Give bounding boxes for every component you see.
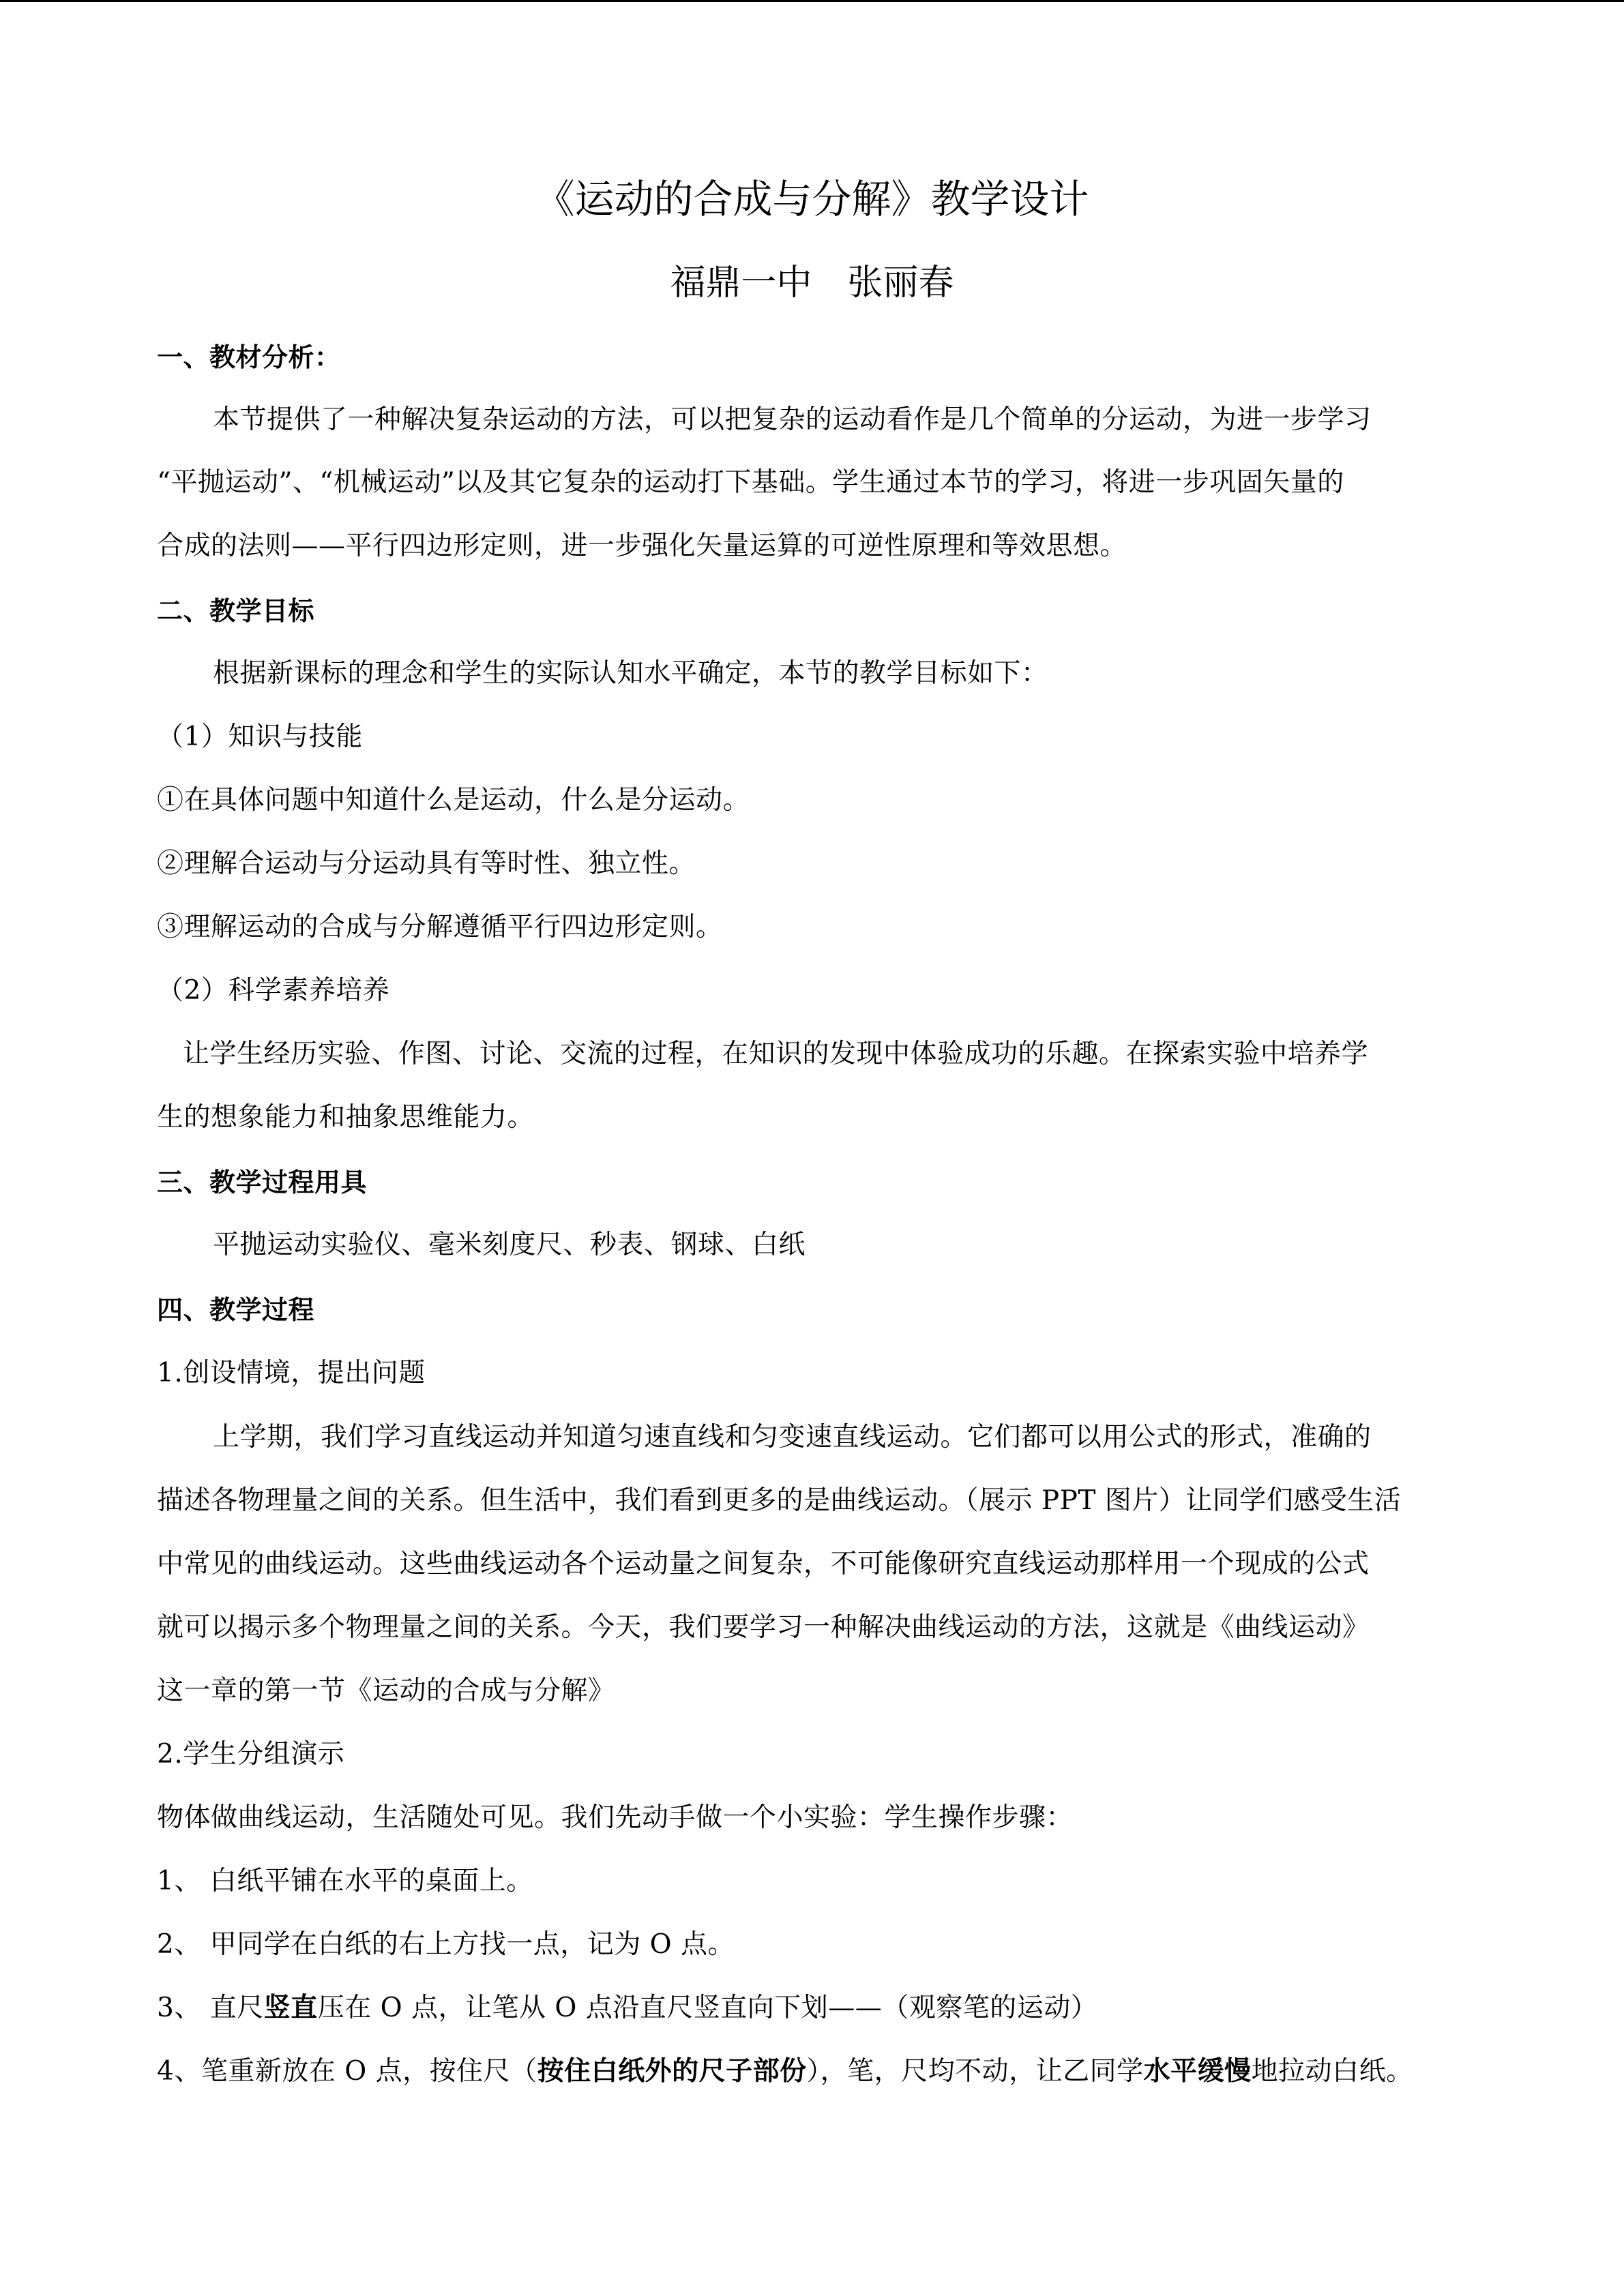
paragraph-line: 描述各物理量之间的关系。但生活中，我们看到更多的是曲线运动。（展示 PPT 图片）让同学们感受生活 [157,1485,1402,1516]
list-item: ②理解合运动与分运动具有等时性、独立性。 [157,848,696,879]
paragraph-line: “平抛运动”、“机械运动”以及其它复杂的运动打下基础。学生通过本节的学习，将进一步巩固矢量的 [157,467,1344,498]
section-heading-teaching-process: 四、教学过程 [157,1295,315,1325]
paragraph-line: 就可以揭示多个物理量之间的关系。今天，我们要学习一种解决曲线运动的方法，这就是《曲线运动》 [157,1612,1370,1643]
step-text: 地拉动白纸。 [1251,2056,1413,2087]
step-emphasis: 按住白纸外的尺子部份 [537,2056,807,2087]
paragraph-line: 上学期，我们学习直线运动并知道匀速直线和匀变速直线运动。它们都可以用公式的形式，准确的 [213,1422,1372,1452]
subheading-scenario: 1.创设情境，提出问题 [157,1358,426,1388]
section-heading-textbook-analysis: 一、教材分析： [157,342,341,372]
step-emphasis: 水平缓慢 [1143,2056,1252,2087]
paragraph-line: 这一章的第一节《运动的合成与分解》 [157,1675,615,1706]
paragraph-line: 平抛运动实验仪、毫米刻度尺、秒表、钢球、白纸 [213,1229,806,1260]
section-heading-teaching-goals: 二、教学目标 [157,596,315,626]
subheading-scientific-literacy: （2）科学素养培养 [157,975,390,1006]
subheading-group-demo: 2.学生分组演示 [157,1739,345,1770]
step-item: 2、 甲同学在白纸的右上方找一点，记为 O 点。 [157,1929,735,1960]
paragraph-line: 生的想象能力和抽象思维能力。 [157,1102,535,1133]
step-item [157,2054,1413,2089]
step-item: 1、 白纸平铺在水平的桌面上。 [157,1866,533,1896]
list-item: ③理解运动的合成与分解遵循平行四边形定则。 [157,912,723,942]
paragraph-line: 中常见的曲线运动。这些曲线运动各个运动量之间复杂，不可能像研究直线运动那样用一个现成的公式 [157,1549,1370,1579]
paragraph-line: 合成的法则——平行四边形定则，进一步强化矢量运算的可逆性原理和等效思想。 [157,531,1127,561]
step-item [157,1991,1097,2026]
step-text: ），笔，尺均不动，让乙同学 [806,2056,1144,2087]
step-text: 4、笔重新放在 O 点，按住尺（ [157,2056,537,2087]
step-text: 压在 O 点，让笔从 O 点沿直尺竖直向下划——（观察笔的运动） [317,1993,1098,2023]
step-emphasis: 竖直 [263,1993,318,2023]
paragraph-line: 让学生经历实验、作图、讨论、交流的过程，在知识的发现中体验成功的乐趣。在探索实验中培养学 [183,1039,1369,1069]
subheading-knowledge-skills: （1）知识与技能 [157,721,363,752]
top-border-line [0,0,1624,2]
document-title: 《运动的合成与分解》教学设计 [535,176,1089,222]
paragraph-line: 本节提供了一种解决复杂运动的方法，可以把复杂的运动看作是几个简单的分运动，为进一步学习 [213,404,1372,435]
paragraph-line: 物体做曲线运动，生活随处可见。我们先动手做一个小实验：学生操作步骤： [157,1802,1074,1833]
section-heading-teaching-tools: 三、教学过程用具 [157,1167,368,1197]
document-author: 福鼎一中 张丽春 [670,263,954,303]
step-text: 3、 直尺 [157,1993,264,2023]
list-item: ①在具体问题中知道什么是运动，什么是分运动。 [157,785,750,816]
paragraph-line: 根据新课标的理念和学生的实际认知水平确定，本节的教学目标如下： [213,658,1048,689]
